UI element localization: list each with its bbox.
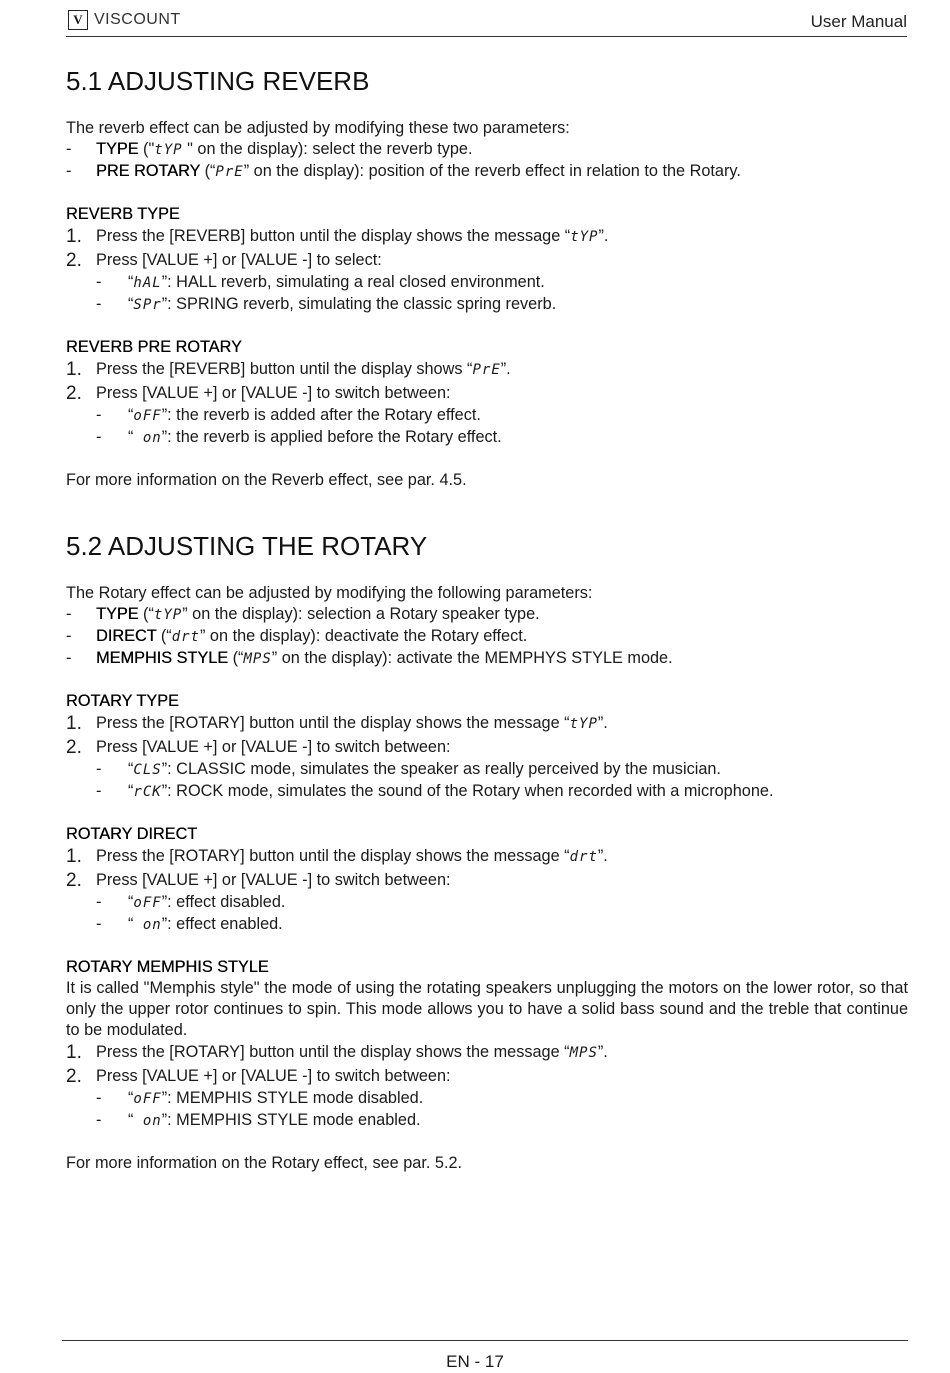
step-item: 1. Press the [ROTARY] button until the display shows the message “tYP”.	[66, 713, 608, 734]
bullet-item: - TYPE ("tYP " on the display): select the reverb type.	[66, 140, 473, 158]
option-item: - “rCK”: ROCK mode, simulates the sound of the Rotary when recorded with a microphone.	[96, 782, 774, 800]
paragraph: For more information on the Rotary effect, see par. 5.2.	[66, 1154, 463, 1172]
paragraph: It is called "Memphis style" the mode of using the rotating speakers unplugging the motors on the lower rotor, so that only the upper rotor continues to spin. This mode allows you to have a solid bass sound and the treble that continue to be modulated.	[66, 979, 908, 1039]
step-item: 1. Press the [ROTARY] button until the display shows the message “drt”.	[66, 846, 608, 867]
paragraph: The Rotary effect can be adjusted by modifying the following parameters:	[66, 584, 593, 602]
option-item: - “oFF”: the reverb is added after the Rotary effect.	[96, 406, 481, 424]
step-item: 2. Press [VALUE +] or [VALUE -] to switch between:	[66, 737, 451, 758]
paragraph: The reverb effect can be adjusted by modifying these two parameters:	[66, 119, 570, 137]
manual-title: User Manual	[810, 12, 907, 31]
subheading: ROTARY DIRECT	[66, 825, 198, 843]
option-item: - “CLS”: CLASSIC mode, simulates the speaker as really perceived by the musician.	[96, 760, 721, 778]
step-item: 2. Press [VALUE +] or [VALUE -] to select:	[66, 250, 382, 271]
logo-mark: V	[68, 10, 88, 30]
page-content	[66, 64, 908, 1174]
step-item: 2. Press [VALUE +] or [VALUE -] to switch between:	[66, 870, 451, 891]
subheading: ROTARY MEMPHIS STYLE	[66, 958, 269, 976]
section-title-reverb: 5.1 ADJUSTING REVERB	[66, 66, 370, 96]
option-item: - “ on”: effect enabled.	[96, 915, 283, 933]
option-item: - “ on”: the reverb is applied before the Rotary effect.	[96, 428, 502, 446]
subheading: ROTARY TYPE	[66, 692, 179, 710]
paragraph: For more information on the Reverb effect, see par. 4.5.	[66, 471, 467, 489]
footer-divider	[62, 1340, 908, 1341]
section-title-rotary: 5.2 ADJUSTING THE ROTARY	[66, 531, 428, 561]
option-item: - “oFF”: MEMPHIS STYLE mode disabled.	[96, 1089, 424, 1107]
step-item: 1. Press the [REVERB] button until the display shows “PrE”.	[66, 359, 511, 380]
step-item: 2. Press [VALUE +] or [VALUE -] to switch between:	[66, 383, 451, 404]
option-item: - “hAL”: HALL reverb, simulating a real closed environment.	[96, 273, 545, 291]
brand-name: VISCOUNT	[94, 11, 181, 28]
option-item: - “ on”: MEMPHIS STYLE mode enabled.	[96, 1111, 421, 1129]
bullet-item: - DIRECT (“drt” on the display): deactivate the Rotary effect.	[66, 627, 528, 645]
bullet-item: - MEMPHIS STYLE (“MPS” on the display): activate the MEMPHYS STYLE mode.	[66, 649, 673, 667]
viscount-logo	[68, 10, 181, 30]
step-item: 1. Press the [REVERB] button until the display shows the message “tYP”.	[66, 226, 609, 247]
page-header	[66, 8, 907, 37]
bullet-item: - TYPE (“tYP” on the display): selection a Rotary speaker type.	[66, 605, 540, 623]
option-item: - “oFF”: effect disabled.	[96, 893, 286, 911]
subheading: REVERB PRE ROTARY	[66, 338, 242, 356]
subheading: REVERB TYPE	[66, 205, 180, 223]
page-number: EN - 17	[446, 1352, 504, 1371]
bullet-item: - PRE ROTARY (“PrE” on the display): position of the reverb effect in relation to the Rotary.	[66, 162, 741, 180]
step-item: 2. Press [VALUE +] or [VALUE -] to switch between:	[66, 1066, 451, 1087]
option-item: - “SPr”: SPRING reverb, simulating the classic spring reverb.	[96, 295, 557, 313]
step-item: 1. Press the [ROTARY] button until the display shows the message “MPS”.	[66, 1042, 608, 1063]
